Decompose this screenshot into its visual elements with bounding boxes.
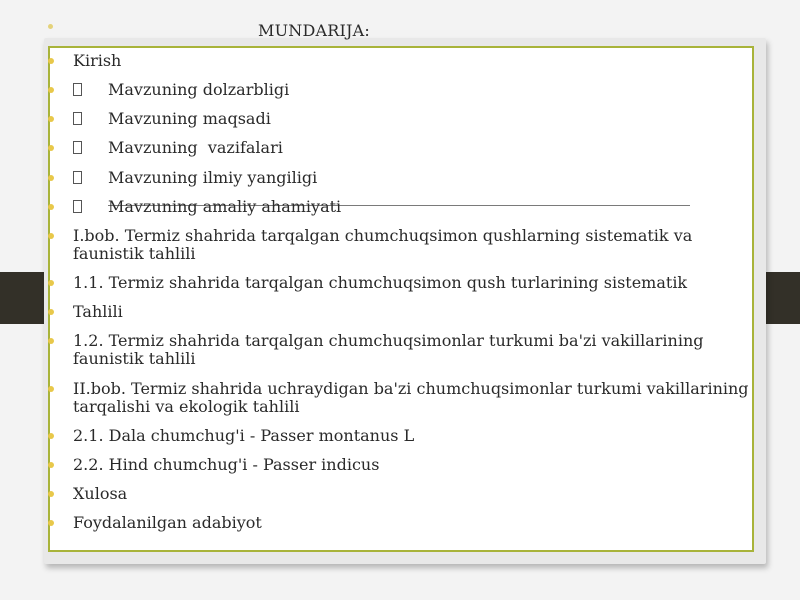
toc-item-label: 2.2. Hind chumchug'i - Passer indicus [73,455,380,474]
toc-item-label: II.bob. Termiz shahrida uchraydigan ba'zi chumchuqsimonlar turkumi vakillarining tarqalishi va ekologik tahlili [73,379,749,416]
bullet-icon [48,338,54,344]
toc-item-label: I.bob. Termiz shahrida tarqalgan chumchuqsimon qushlarning sistematik va faunistik tahlili [73,226,693,263]
toc-item-label: Mavzuning amaliy ahamiyati [108,197,342,216]
missing-glyph-icon [73,200,82,213]
bullet-icon [48,491,54,497]
toc-item-label: Kirish [73,51,122,70]
bullet-icon [48,280,54,286]
bullet-icon [48,433,54,439]
toc-item-label: 1.1. Termiz shahrida tarqalgan chumchuqsimon qush turlarining sistematik [73,273,688,292]
bullet-icon [48,87,54,93]
bullet-icon [48,116,54,122]
missing-glyph-icon [73,141,82,154]
toc-item-label: Foydalanilgan adabiyot [73,513,262,532]
missing-glyph-icon [73,171,82,184]
bullet-icon [48,175,54,181]
bullet-icon [48,386,54,392]
toc-item-label: Mavzuning ilmiy yangiligi [108,168,318,187]
toc-item-label: 2.1. Dala chumchug'i - Passer montanus L [73,426,415,445]
bullet-icon [48,462,54,468]
title-bullet-icon [48,24,53,29]
bullet-icon [48,145,54,151]
bullet-icon [48,309,54,315]
toc-item-label: Mavzuning maqsadi [108,109,271,128]
missing-glyph-icon [73,112,82,125]
toc-item-label: 1.2. Termiz shahrida tarqalgan chumchuqsimonlar turkumi ba'zi vakillarining faunistik tahlili [73,331,704,368]
bullet-icon [48,520,54,526]
toc-item-label: Xulosa [73,484,128,503]
toc-item-label: Tahlili [73,302,123,321]
missing-glyph-icon [73,83,82,96]
bullet-icon [48,233,54,239]
bullet-icon [48,204,54,210]
toc-item-label: Mavzuning vazifalari [108,138,283,157]
bullet-icon [48,58,54,64]
page-title: MUNDARIJA: [258,21,370,40]
toc-item-label: Mavzuning dolzarbligi [108,80,290,99]
